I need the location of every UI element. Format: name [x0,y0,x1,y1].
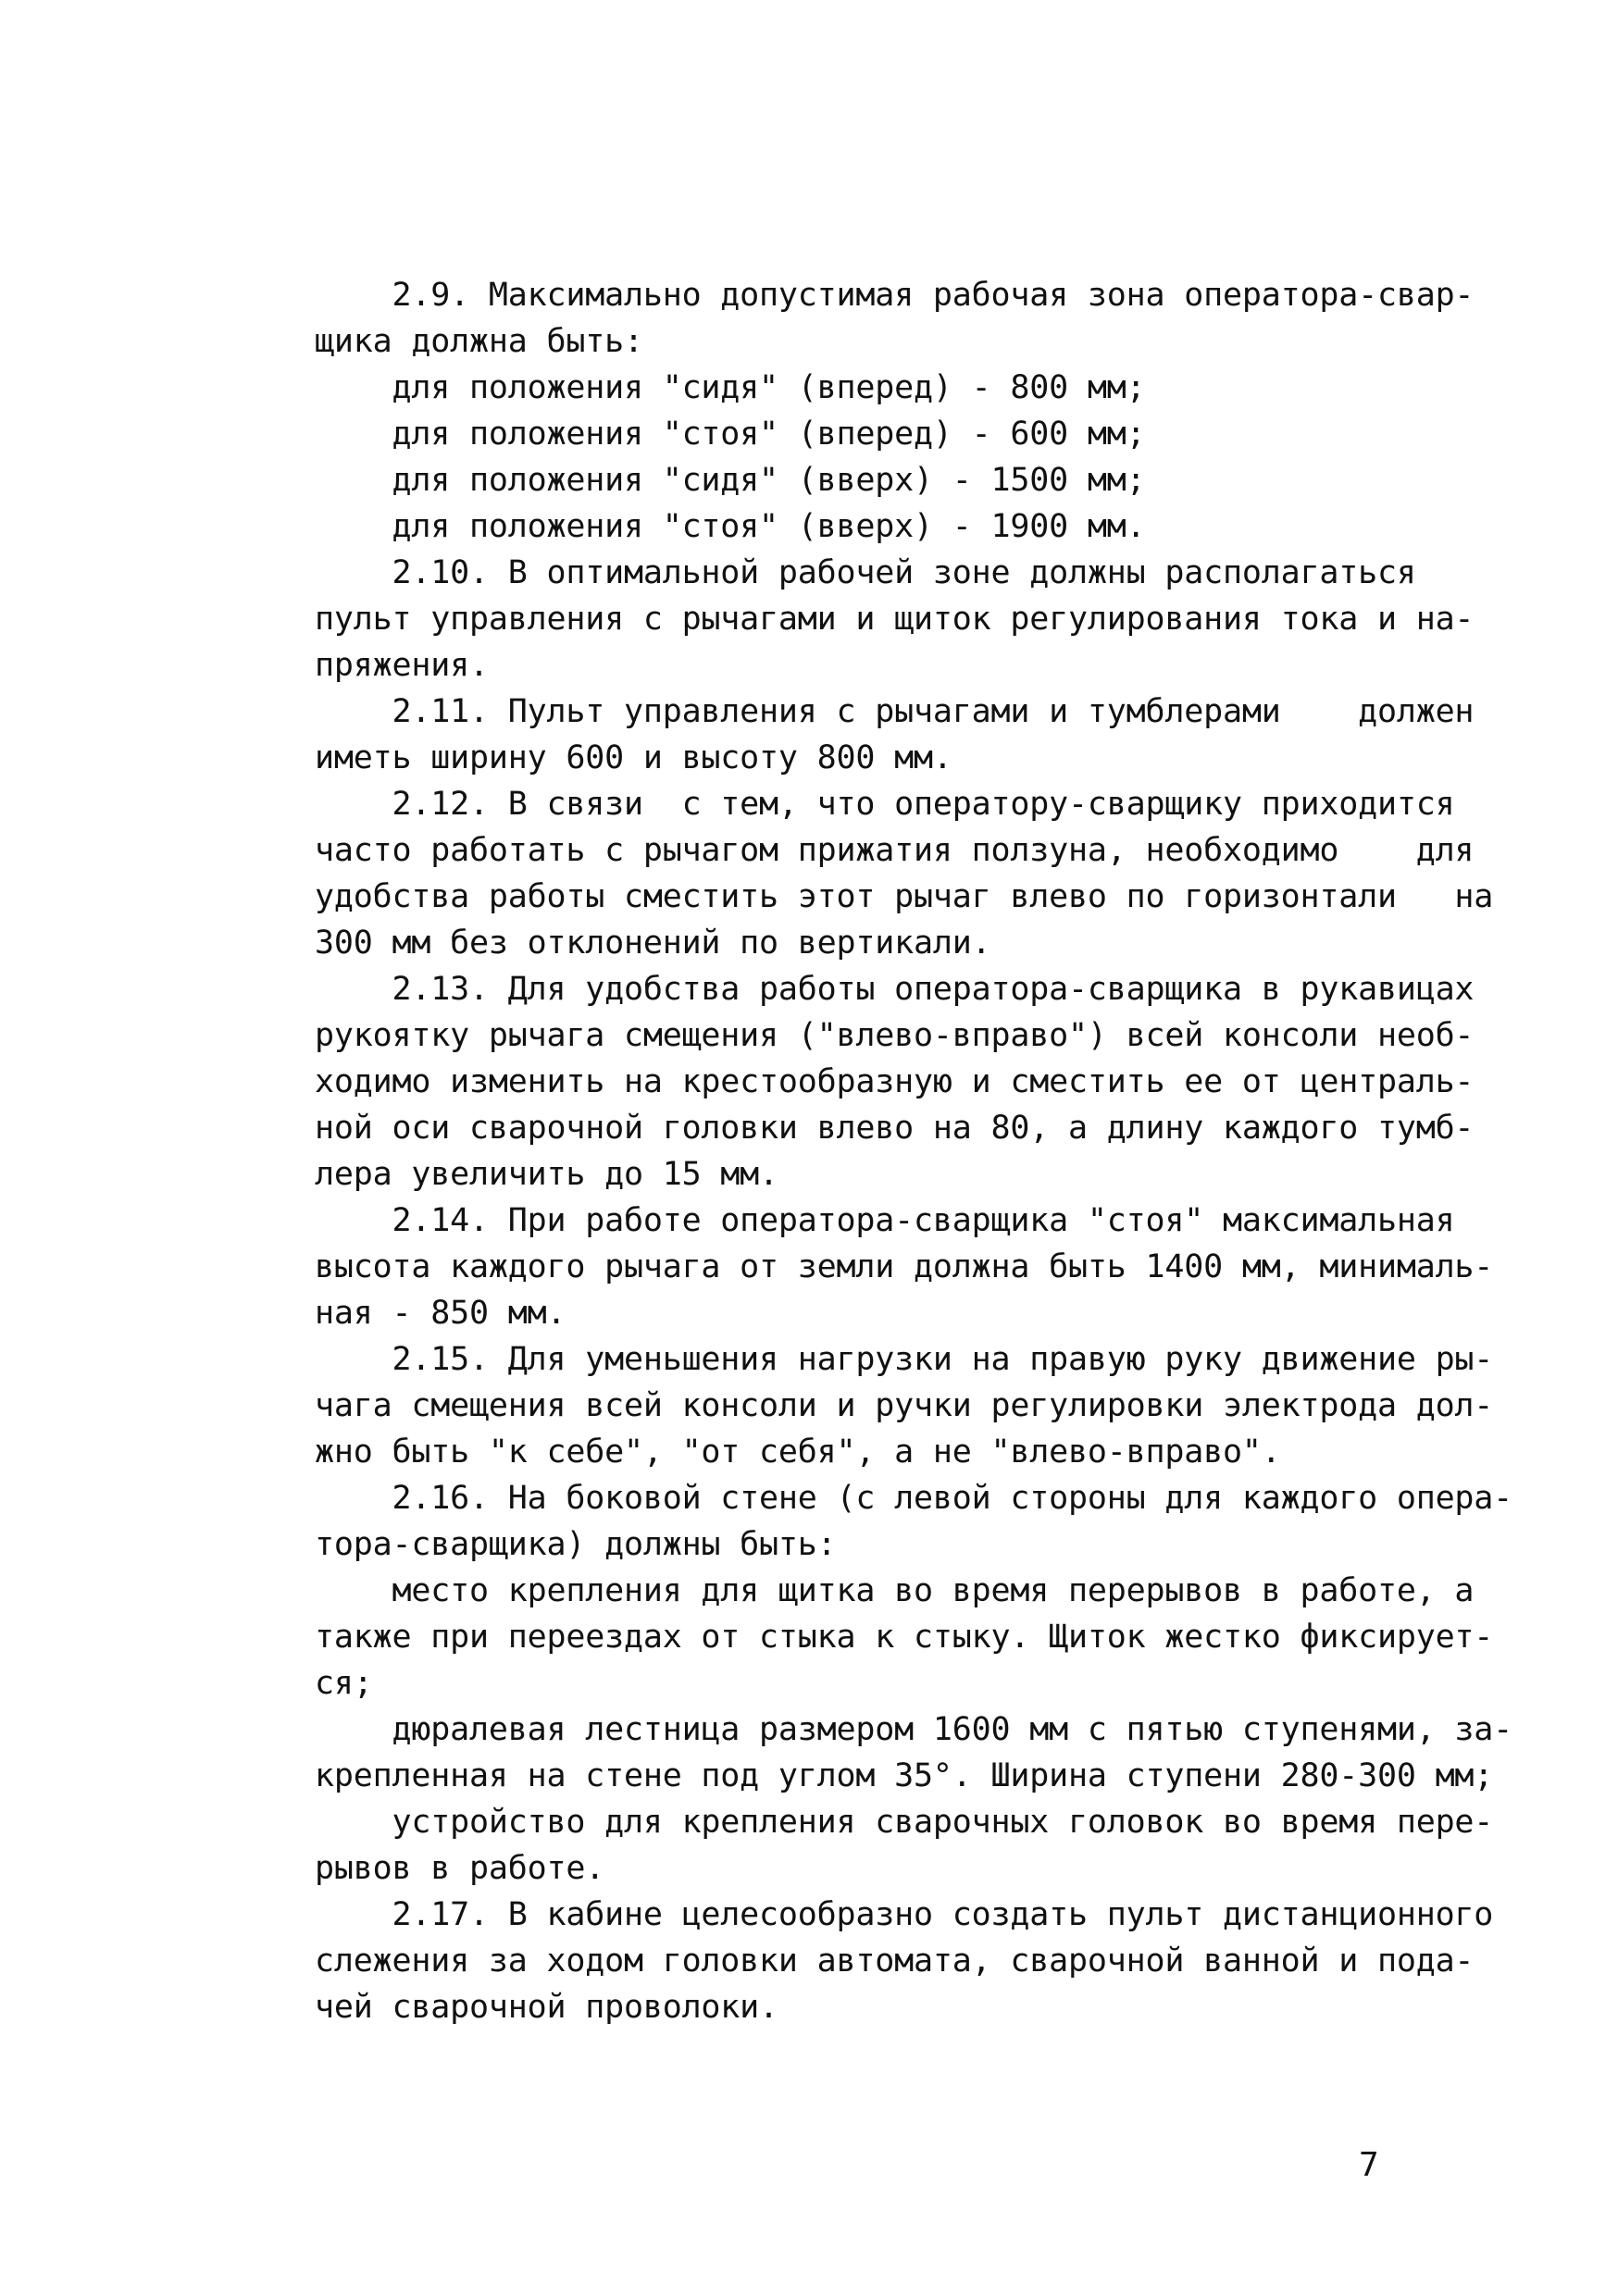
text-line: тора-сварщика) должны быть: [315,1526,837,1563]
text-line: ной оси сварочной головки влево на 80, а длину каждого тумб- [315,1110,1475,1147]
section-2-11 [315,689,1475,781]
text-line: чага смещения всей консоли и ручки регулировки электрода дол- [315,1387,1494,1424]
text-line: часто работать с рычагом прижатия ползуна, необходимо для [315,832,1475,869]
text-line: рукоятку рычага смещения ("влево-вправо") всей консоли необ- [315,1017,1475,1054]
text-line: щика должна быть: [315,323,643,360]
text-line: 2.12. В связи с тем, что оператору-сварщику приходится [315,786,1455,823]
text-line: слежения за ходом головки автомата, сварочной ванной и пода- [315,1942,1475,1980]
page-number: 7 [1359,2146,1379,2184]
text-line: 2.9. Максимально допустимая рабочая зона оператора-свар- [315,277,1475,314]
text-line: удобства работы сместить этот рычаг влево по горизонтали на [315,878,1494,915]
text-line: ходимо изменить на крестообразную и сместить ее от централь- [315,1063,1475,1100]
text-line: жно быть "к себе", "от себя", а не "влево-вправо". [315,1433,1281,1471]
text-line: ная - 850 мм. [315,1295,566,1332]
section-2-15 [315,1336,1494,1475]
text-line: пульт управления с рычагами и щиток регулирования тока и на- [315,601,1475,638]
text-line: 2.17. В кабине целесообразно создать пульт дистанционного [315,1896,1494,1933]
section-2-10 [315,550,1475,689]
text-line: 300 мм без отклонений по вертикали. [315,925,991,962]
text-line: ся; [315,1665,373,1702]
text-line: пряжения. [315,647,489,684]
text-line: дюралевая лестница размером 1600 мм с пятью ступенями, за- [315,1711,1513,1748]
text-line: для положения "сидя" (вперед) - 800 мм; [315,369,1146,406]
text-line: 2.14. При работе оператора-сварщика "стоя" максимальная [315,1202,1455,1239]
text-line: 2.16. На боковой стене (с левой стороны для каждого опера- [315,1480,1513,1517]
section-2-12 [315,781,1494,966]
section-2-14 [315,1198,1494,1336]
section-2-9 [315,272,1475,550]
text-line: место крепления для щитка во время перерывов в работе, а [315,1572,1475,1609]
text-line: для положения "сидя" (вверх) - 1500 мм; [315,462,1146,499]
text-line: 2.15. Для уменьшения нагрузки на правую руку движение ры- [315,1341,1494,1378]
text-line: чей сварочной проволоки. [315,1989,778,2026]
text-line: 2.13. Для удобства работы оператора-сварщика в рукавицах [315,971,1475,1008]
section-2-13 [315,966,1475,1198]
text-line: высота каждого рычага от земли должна быть 1400 мм, минималь- [315,1248,1494,1285]
text-line: также при переездах от стыка к стыку. Щиток жестко фиксирует- [315,1619,1494,1656]
text-line: 2.11. Пульт управления с рычагами и тумблерами должен [315,693,1475,730]
body-text [315,272,1513,2030]
text-line: для положения "стоя" (вверх) - 1900 мм. [315,508,1146,545]
text-line: иметь ширину 600 и высоту 800 мм. [315,739,952,776]
text-line: устройство для крепления сварочных головок во время пере- [315,1804,1494,1841]
text-line: 2.10. В оптимальной рабочей зоне должны располагаться [315,554,1416,591]
text-line: для положения "стоя" (вперед) - 600 мм; [315,416,1146,453]
section-2-17 [315,1892,1494,2030]
text-line: рывов в работе. [315,1850,605,1887]
text-line: лера увеличить до 15 мм. [315,1156,778,1193]
text-line: крепленная на стене под углом 35°. Ширина ступени 280-300 мм; [315,1757,1494,1794]
section-2-16 [315,1475,1513,1892]
